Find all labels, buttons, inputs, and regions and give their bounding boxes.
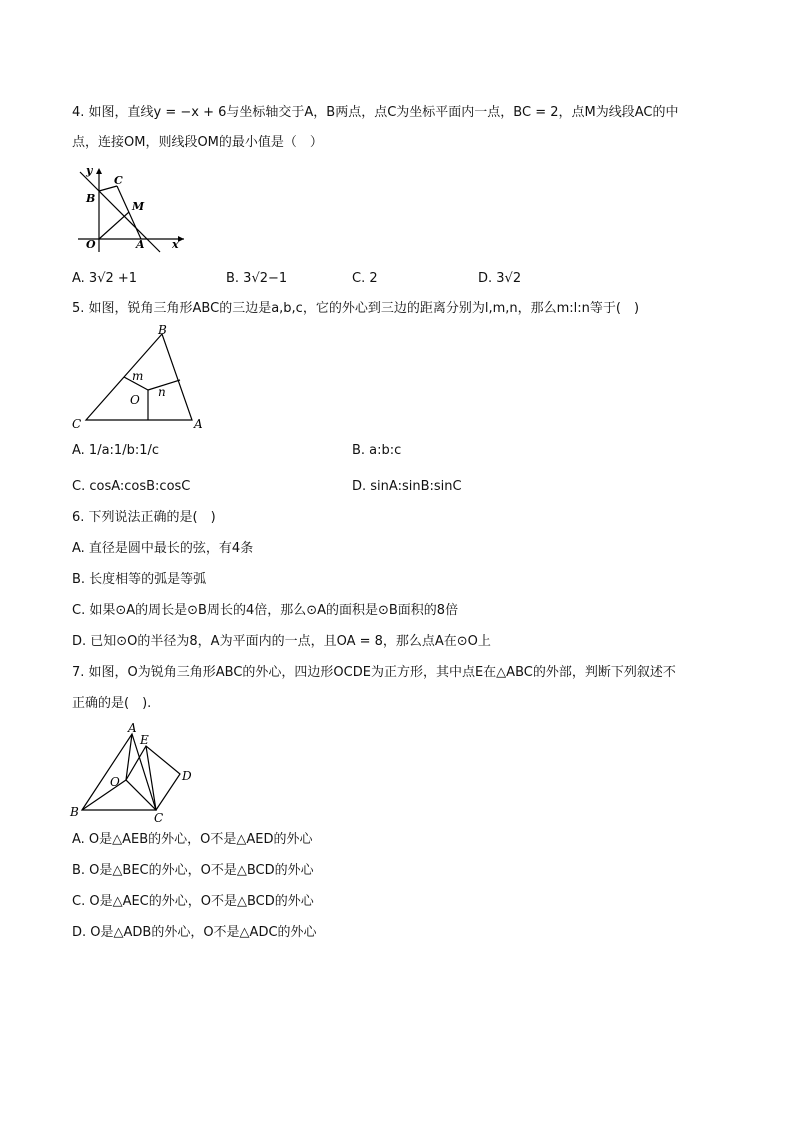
q5-option-b: B. a:b:c (352, 443, 402, 458)
q6-option-b: B. 长度相等的弧是等弧 (72, 572, 207, 587)
q6-option-d: D. 已知⊙O的半径为8，A为平面内的一点，且OA = 8，那么点A在⊙O上 (72, 634, 491, 649)
q7-label-A: A (128, 721, 137, 735)
q4-label-B: B (86, 192, 96, 205)
q7-option-c: C. O是△AEC的外心，O不是△BCD的外心 (72, 894, 314, 909)
q4-option-a: A. 3√2 +1 (72, 271, 138, 286)
q7-label-C: C (154, 811, 164, 825)
q7-label-B: B (70, 805, 79, 819)
q5-label-B: B (158, 323, 167, 337)
q7-option-b: B. O是△BEC的外心，O不是△BCD的外心 (72, 863, 314, 878)
q5-label-O: O (130, 393, 140, 407)
q4-label-y: y (86, 164, 93, 177)
q7-label-O: O (110, 775, 120, 789)
q6-option-a: A. 直径是圆中最长的弦，有4条 (72, 541, 254, 556)
q4-option-c: C. 2 (352, 271, 378, 286)
q5-stem-line1: 5. 如图，锐角三角形ABC的三边是a,b,c，它的外心到三边的距离分别为l,m,n，那么m:l:n等于( ) (72, 301, 640, 316)
q5-label-C: C (72, 417, 82, 431)
q5-option-a: A. 1/a:1/b:1/c (72, 443, 160, 458)
q7-option-a: A. O是△AEB的外心，O不是△AED的外心 (72, 832, 313, 847)
q5-option-d: D. sinA:sinB:sinC (352, 479, 462, 494)
q5-option-c: C. cosA:cosB:cosC (72, 479, 191, 494)
q4-option-d: D. 3√2 (478, 271, 522, 286)
q5-figure (72, 322, 212, 432)
q7-label-E: E (140, 733, 149, 747)
q6-stem: 6. 下列说法正确的是( ) (72, 510, 216, 525)
q7-figure (70, 720, 200, 825)
q7-stem-line2: 正确的是( ). (72, 696, 152, 711)
q6-option-c: C. 如果⊙A的周长是⊙B周长的4倍，那么⊙A的面积是⊙B面积的8倍 (72, 603, 459, 618)
q4-stem-line2: 点，连接OM，则线段OM的最小值是（ ） (72, 135, 323, 150)
q7-option-d: D. O是△ADB的外心，O不是△ADC的外心 (72, 925, 317, 940)
q4-label-x: x (172, 238, 179, 251)
q4-label-M: M (132, 200, 145, 213)
q4-label-A: A (136, 238, 145, 251)
q4-label-O: O (86, 238, 96, 251)
q4-label-C: C (114, 174, 123, 187)
q7-label-D: D (182, 769, 192, 783)
q4-option-b: B. 3√2−1 (226, 271, 288, 286)
q5-label-m: m (132, 369, 144, 383)
q4-figure (72, 164, 192, 254)
q7-stem-line1: 7. 如图，O为锐角三角形ABC的外心，四边形OCDE为正方形，其中点E在△ABC的外部，判断下列叙述不 (72, 665, 676, 680)
q4-stem-line1: 4. 如图，直线y = −x + 6与坐标轴交于A，B两点，点C为坐标平面内一点，BC = 2，点M为线段AC的中 (72, 105, 679, 120)
q5-label-A: A (194, 417, 203, 431)
q5-label-n: n (158, 385, 166, 399)
